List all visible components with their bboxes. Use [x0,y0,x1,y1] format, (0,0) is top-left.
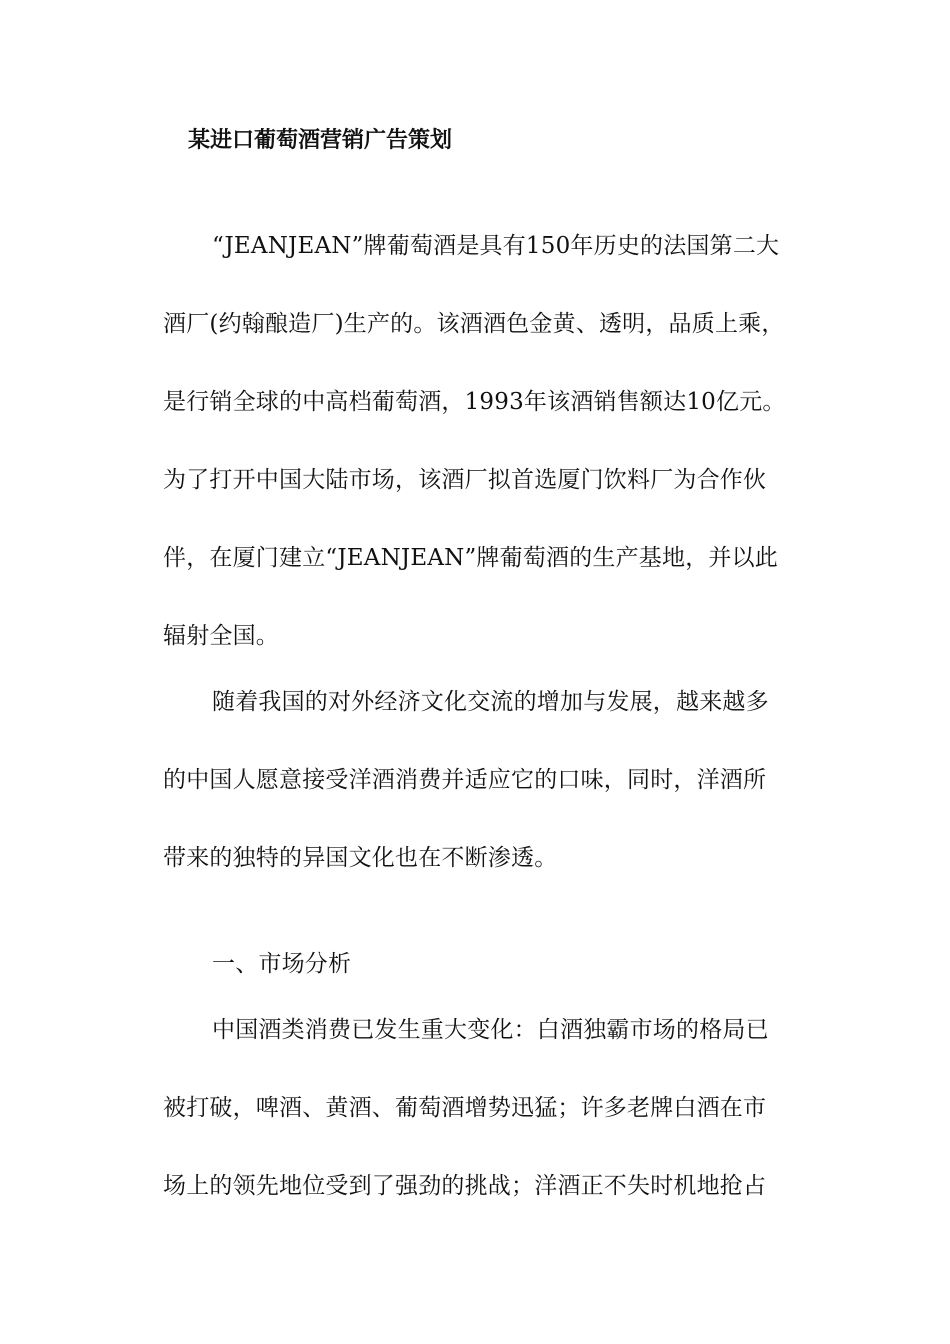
paragraph-line: 被打破，啤酒、黄酒、葡萄酒增势迅猛；许多老牌白酒在市 [163,1095,767,1121]
paragraph-line: 是行销全球的中高档葡萄酒，1993年该酒销售额达10亿元。 [163,389,786,415]
paragraph-line: 随着我国的对外经济文化交流的增加与发展，越来越多 [212,689,769,715]
paragraph-line: 的中国人愿意接受洋酒消费并适应它的口味，同时，洋酒所 [163,767,767,793]
paragraph-line: 辐射全国。 [163,623,279,649]
paragraph-line: “JEANJEAN”牌葡萄酒是具有150年历史的法国第二大 [212,233,780,259]
document-title: 某进口葡萄酒营销广告策划 [188,127,453,153]
section-heading: 一、市场分析 [212,951,352,977]
paragraph-line: 酒厂(约翰酿造厂)生产的。该酒酒色金黄、透明，品质上乘， [163,311,785,337]
paragraph-line: 中国酒类消费已发生重大变化：白酒独霸市场的格局已 [212,1017,769,1043]
paragraph-line: 伴，在厦门建立“JEANJEAN”牌葡萄酒的生产基地，并以此 [163,545,779,571]
paragraph-line: 带来的独特的异国文化也在不断渗透。 [163,845,558,871]
paragraph-line: 为了打开中国大陆市场，该酒厂拟首选厦门饮料厂为合作伙 [163,467,767,493]
paragraph-line: 场上的领先地位受到了强劲的挑战；洋酒正不失时机地抢占 [163,1173,767,1199]
